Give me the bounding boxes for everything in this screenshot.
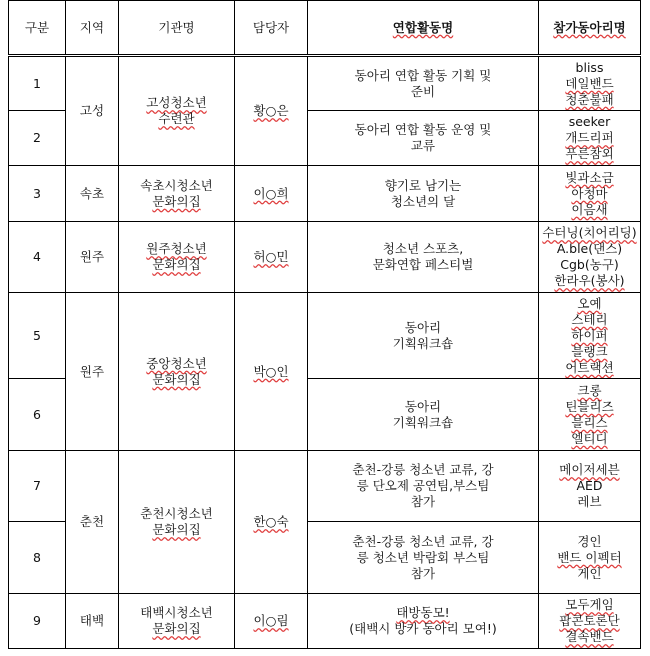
region-cell: 원주	[66, 293, 119, 451]
table-row	[9, 293, 641, 379]
row-number: 9	[9, 594, 66, 649]
org-cell: 중앙청소년 문화의집	[119, 293, 235, 451]
region-cell: 속초	[66, 166, 119, 222]
row-number: 2	[9, 111, 66, 166]
org-cell: 속초시청소년 문화의집	[119, 166, 235, 222]
org-cell: 고성청소년 수련관	[119, 56, 235, 166]
header-clubs: 참가동아리명	[539, 1, 641, 56]
org-cell: 춘천시청소년 문화의집	[119, 451, 235, 594]
region-cell: 춘천	[66, 451, 119, 594]
activity-cell: 태방동모! (태백시 방카 동아리 모여!)	[308, 594, 539, 649]
row-number: 1	[9, 56, 66, 111]
header-region: 지역	[66, 1, 119, 56]
manager-cell: 한○숙	[235, 451, 308, 594]
clubs-cell: 메이저세븐 AED 레브	[539, 451, 641, 522]
table-row	[9, 451, 641, 522]
org-cell: 태백시청소년 문화의집	[119, 594, 235, 649]
region-cell: 원주	[66, 222, 119, 293]
header-no: 구분	[9, 1, 66, 56]
clubs-cell: 수터닝(치어리딩) A.ble(댄스) Cgb(농구) 한라우(봉사)	[539, 222, 641, 293]
region-cell: 태백	[66, 594, 119, 649]
clubs-cell: 경인 밴드 이펙터 게인	[539, 522, 641, 594]
manager-cell: 황○은	[235, 56, 308, 166]
clubs-cell: 빛과소금 아청마 이음새	[539, 166, 641, 222]
activity-cell: 동아리 기획워크숍	[308, 379, 539, 451]
region-cell: 고성	[66, 56, 119, 166]
clubs-cell: seeker 개드리퍼 푸른참외	[539, 111, 641, 166]
row-number: 3	[9, 166, 66, 222]
club-activity-table	[8, 0, 641, 649]
clubs-cell: 모두게임 팝콘토론단 결속밴드	[539, 594, 641, 649]
header-activity: 연합활동명	[308, 1, 539, 56]
activity-cell: 동아리 연합 활동 운영 및 교류	[308, 111, 539, 166]
manager-cell: 허○민	[235, 222, 308, 293]
table-row	[9, 222, 641, 293]
activity-cell: 춘천-강릉 청소년 교류, 강 릉 청소년 박람회 부스팀 참가	[308, 522, 539, 594]
table-row	[9, 166, 641, 222]
row-number: 5	[9, 293, 66, 379]
row-number: 6	[9, 379, 66, 451]
manager-cell: 이○희	[235, 166, 308, 222]
activity-cell: 향기로 남기는 청소년의 달	[308, 166, 539, 222]
table-row	[9, 594, 641, 649]
clubs-cell: 크롱 틴블리즈 블리스 엘티디	[539, 379, 641, 451]
table-row	[9, 56, 641, 111]
header-row	[9, 1, 641, 56]
manager-cell: 이○림	[235, 594, 308, 649]
row-number: 4	[9, 222, 66, 293]
activity-cell: 청소년 스포츠, 문화연합 페스티벌	[308, 222, 539, 293]
clubs-cell: 오예 스테리 하이퍼 블랭크 어트랙션	[539, 293, 641, 379]
clubs-cell: bliss 데일밴드 청춘불패	[539, 56, 641, 111]
document-page	[8, 0, 641, 649]
header-org: 기관명	[119, 1, 235, 56]
row-number: 8	[9, 522, 66, 594]
activity-cell: 춘천-강릉 청소년 교류, 강 릉 단오제 공연팀,부스팀 참가	[308, 451, 539, 522]
activity-cell: 동아리 기획워크숍	[308, 293, 539, 379]
org-cell: 원주청소년 문화의집	[119, 222, 235, 293]
header-manager: 담당자	[235, 1, 308, 56]
activity-cell: 동아리 연합 활동 기획 및 준비	[308, 56, 539, 111]
manager-cell: 박○인	[235, 293, 308, 451]
row-number: 7	[9, 451, 66, 522]
